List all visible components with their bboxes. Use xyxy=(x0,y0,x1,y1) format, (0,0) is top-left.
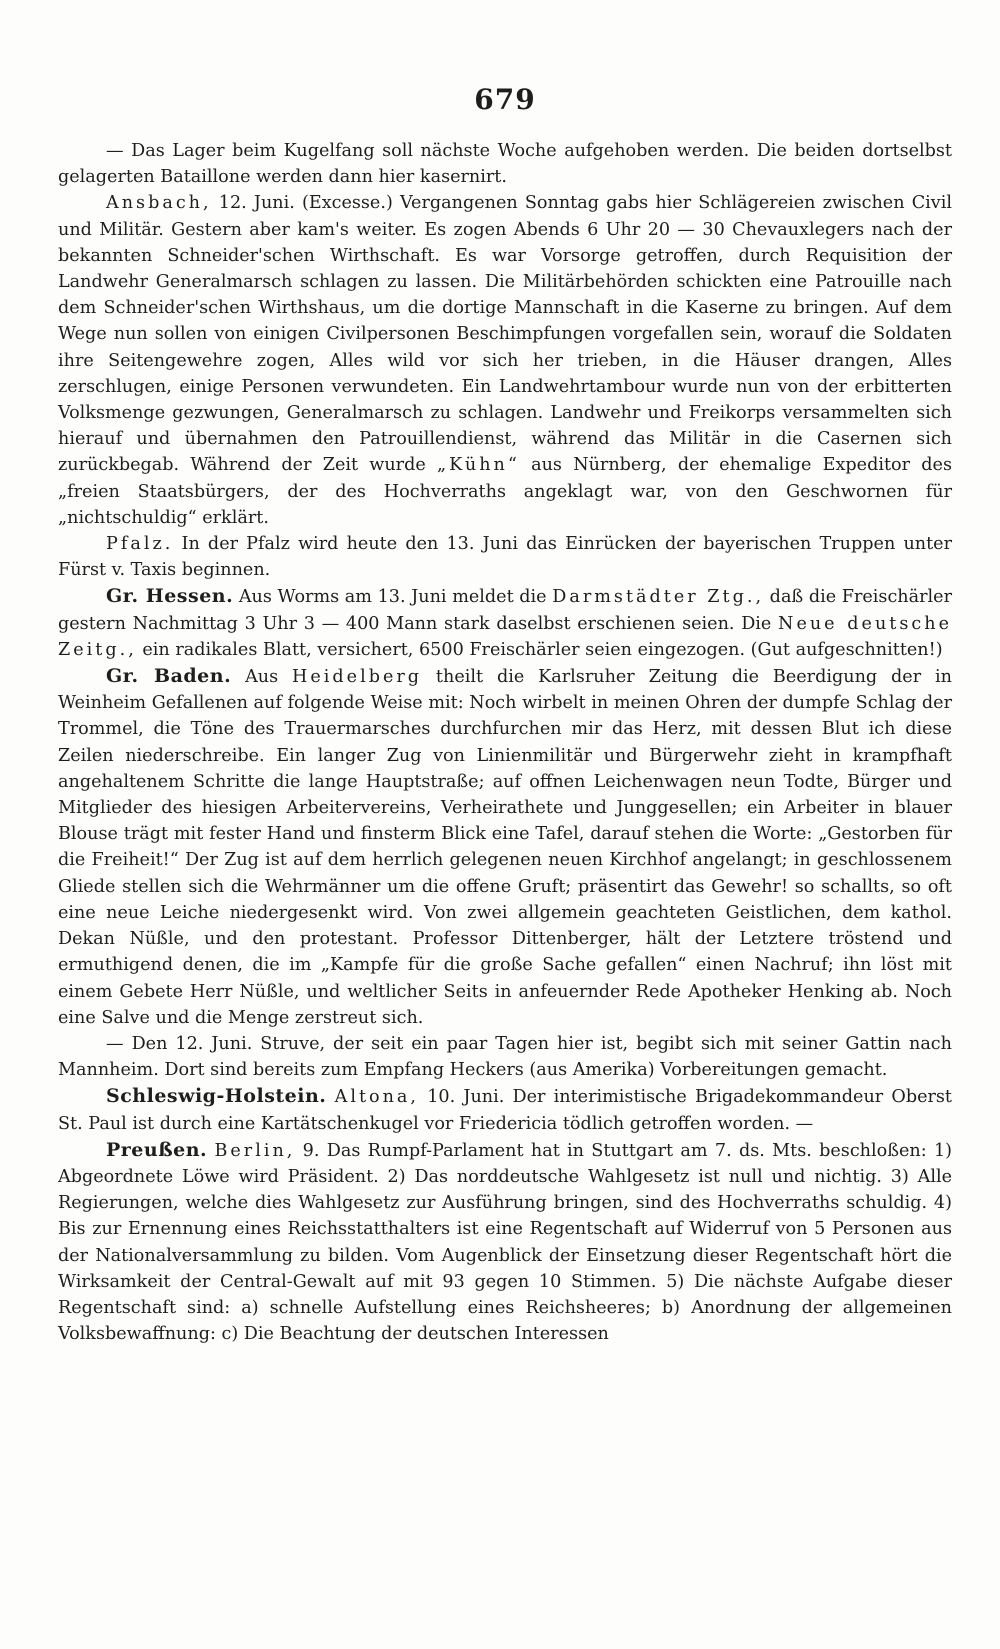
paragraph-schleswig xyxy=(58,1083,952,1136)
hessen-text-c: ein radikales Blatt, versichert, 6500 Freischärler seien eingezogen. (Gut aufgeschnitten!) xyxy=(136,639,943,660)
paragraph-baden xyxy=(58,663,952,1031)
dateline-ansbach: Ansbach, xyxy=(106,193,212,214)
baden-text-b: theilt die Karlsruher Zeitung die Beerdigung der in Weinheim Gefallenen auf folgende Weise mit: Noch wirbelt in meinen Ohren der dumpfe Schlag der Trommel, die Töne des Trauermarsches durchfurchen mir das Herz, mit dessen Blut ich diese Zeilen niederschreibe. Ein langer Zug von Linienmilitär und Bürgerwehr zieht in krampfhaft angehaltenem Schritte die lange Hauptstraße; auf offnen Leichenwagen neun Todte, Bürger und Mitglieder des hiesigen Arbeitervereins, Verheirathete und Junggesellen; ein Arbeiter in blauer Blouse trägt mit fester Hand und finsterm Blick eine Tafel, darauf stehen die Worte: „Gestorben für die Freiheit!“ Der Zug ist auf dem herrlich gelegenen neuen Kirchhof angelangt; in geschlossenem Gliede stellen sich die Wehrmänner um die offene Gruft; präsentirt das Gewehr! so schallts, so oft eine neue Leiche niedergesenkt wird. Von zwei allgemein geachteten Geistlichen, dem kathol. Dekan Nüßle, und den protestant. Professor Dittenberger, hält der Letztere tröstend und ermuthigend denen, die im „Kampfe für die große Sache gefallen“ einen Nachruf; ihn löst mit einem Gebete Herr Nüßle, und weltlicher Seits in anfeuernder Rede Apotheker Henking ab. Noch eine Salve und die Menge zerstreut sich. xyxy=(58,667,952,1028)
paragraph-ansbach xyxy=(58,190,952,531)
ansbach-text-end: aus Nürnberg, der ehemalige Expeditor des „freien Staatsbürgers, der des Hochverraths angeklagt war, von den Geschwornen für „nichtschuldig“ erklärt. xyxy=(58,455,952,528)
hessen-text-a: Aus Worms am 13. Juni meldet die xyxy=(233,587,553,608)
paragraph-lager: — Das Lager beim Kugelfang soll nächste Woche aufgehoben werden. Die beiden dortselbst gelagerten Bataillone werden dann hier kasernirt. xyxy=(58,141,952,188)
article-column xyxy=(58,138,952,1347)
section-head-baden: Gr. Baden. xyxy=(106,665,232,688)
preussen-text: 9. Das Rumpf-Parlament hat in Stuttgart am 7. ds. Mts. beschloßen: 1) Abgeordnete Löwe wird Präsident. 2) Das norddeutsche Wahlgesetz ist null und nichtig. 3) Alle Regierungen, welche dies Wahlgesetz zur Ausführung bringen, sind des Hochverraths schuldig. 4) Bis zur Ernennung eines Reichsstatthalters ist eine Regentschaft auf Widerruf von 5 Personen aus der Nationalversammlung zu bilden. Vom Augenblick der Einsetzung dieser Regentschaft hört die Wirksamkeit der Central-Gewalt auf mit 93 gegen 10 Stimmen. 5) Die nächste Aufgabe dieser Regentschaft sind: a) schnelle Aufstellung eines Reichsheeres; b) Anordnung der allgemeinen Volksbewaffnung: c) Die Beachtung der deutschen Interessen xyxy=(58,1140,952,1345)
baden-text-a: Aus xyxy=(231,667,293,688)
section-head-schleswig: Schleswig-Holstein. xyxy=(106,1085,327,1108)
paper-darmstaedter: Darmstädter Ztg., xyxy=(552,587,765,608)
paper-neue-deutsche: Neue deutsche Zeitg., xyxy=(58,613,952,660)
hessen-text-b: daß die Freischärler gestern Nachmittag 3 Uhr 3 — 400 Mann stark daselbst erschienen seien. Die xyxy=(58,587,952,634)
schleswig-text: 10. Juni. Der interimistische Brigadekommandeur Oberst St. Paul ist durch eine Kartätschenkugel vor Friedericia tödlich getroffen worden. — xyxy=(58,1087,952,1134)
dateline-pfalz: Pfalz. xyxy=(106,534,174,555)
place-heidelberg: Heidelberg xyxy=(292,667,423,688)
page-number: 679 xyxy=(474,83,536,116)
dateline-berlin: Berlin, xyxy=(214,1140,296,1161)
pfalz-text: In der Pfalz wird heute den 13. Juni das Einrücken der bayerischen Truppen unter Fürst v. Taxis beginnen. xyxy=(58,534,952,581)
name-kuehn: „Kühn“ xyxy=(437,455,520,476)
ansbach-text: 12. Juni. (Excesse.) Vergangenen Sonntag gabs hier Schlägereien zwischen Civil und Militär. Gestern aber kam's weiter. Es zogen Abends 6 Uhr 20 — 30 Chevauxlegers nach der bekannten Schneider'schen Wirthschaft. Es war Vorsorge getroffen, durch Requisition der Landwehr Generalmarsch schlagen zu lassen. Die Militärbehörden schickten eine Patrouille nach dem Schneider'schen Wirthshaus, um die dortige Mannschaft in die Kaserne zu bringen. Auf dem Wege nun sollen von einigen Civilpersonen Beschimpfungen vorgefallen sein, worauf die Soldaten ihre Seitengewehre zogen, Alles wild vor sich her trieben, in die Häuser drangen, Alles zerschlugen, einige Personen verwundeten. Ein Landwehrtambour wurde nun von der erbitterten Volksmenge gezwungen, Generalmarsch zu schlagen. Landwehr und Freikorps versammelten sich hierauf und übernahmen den Patrouillendienst, während das Militär in die Casernen sich zurückbegab. Während der Zeit wurde xyxy=(58,193,952,476)
dateline-altona: Altona, xyxy=(334,1087,420,1108)
paragraph-hessen xyxy=(58,583,952,663)
paragraph-pfalz xyxy=(58,531,952,583)
section-head-preussen: Preußen. xyxy=(106,1138,208,1161)
paragraph-preussen xyxy=(58,1137,952,1348)
section-head-hessen: Gr. Hessen. xyxy=(106,585,234,608)
paragraph-struve: — Den 12. Juni. Struve, der seit ein paar Tagen hier ist, begibt sich mit seiner Gattin nach Mannheim. Dort sind bereits zum Empfang Heckers (aus Amerika) Vorbereitungen gemacht. xyxy=(58,1033,952,1081)
